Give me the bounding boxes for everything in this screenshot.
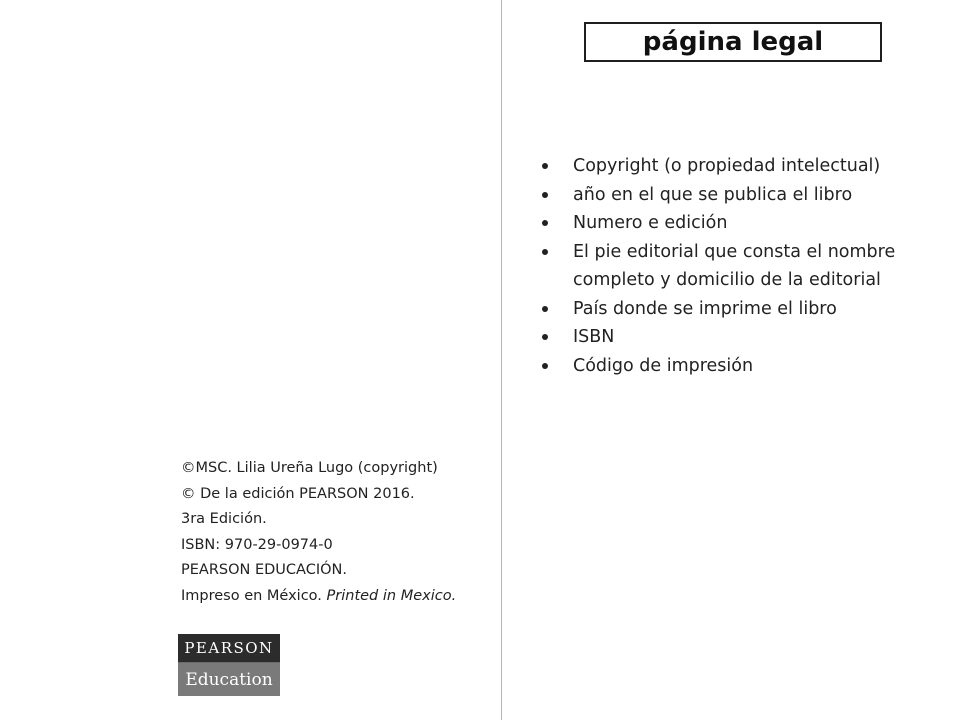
printed-in-line xyxy=(181,584,481,610)
logo-top-text: PEARSON xyxy=(178,634,280,662)
list-item-text: País donde se imprime el libro xyxy=(573,298,837,319)
bullet-icon xyxy=(542,192,548,198)
bullet-icon xyxy=(542,249,548,255)
printed-in-spanish: Impreso en México. xyxy=(181,587,322,604)
copyright-line: ©MSC. Lilia Ureña Lugo (copyright) xyxy=(181,460,438,476)
list-item xyxy=(540,181,940,210)
bullet-icon xyxy=(542,334,548,340)
publisher-line: PEARSON EDUCACIÓN. xyxy=(181,562,347,579)
page-title: página legal xyxy=(642,27,824,57)
list-item xyxy=(540,352,940,381)
list-item-text: Código de impresión xyxy=(573,355,754,376)
list-item-text: ISBN xyxy=(573,327,615,347)
isbn-line: ISBN: 970-29-0974-0 xyxy=(181,536,333,553)
bullet-icon xyxy=(542,363,548,369)
list-item xyxy=(540,238,940,295)
list-item xyxy=(540,152,940,181)
list-item-text: Copyright (o propiedad intelectual) xyxy=(573,156,881,176)
legal-text-block xyxy=(181,456,481,610)
list-item xyxy=(540,295,940,324)
page-divider xyxy=(501,0,502,720)
title-box xyxy=(584,22,882,62)
printed-in-english: Printed in Mexico. xyxy=(326,587,457,604)
list-item xyxy=(540,323,940,352)
edition-copyright-line: © De la edición PEARSON 2016. xyxy=(181,485,415,502)
list-item xyxy=(540,209,940,238)
legal-elements-list xyxy=(540,152,940,380)
list-item-text: El pie editorial que consta el nombre completo y domicilio de la editorial xyxy=(573,241,896,290)
list-item-text: Numero e edición xyxy=(573,213,728,233)
list-item-text: año en el que se publica el libro xyxy=(573,184,853,205)
pearson-education-logo xyxy=(178,634,280,696)
bullet-icon xyxy=(542,220,548,226)
logo-bottom-text: Education xyxy=(178,663,280,696)
bullet-icon xyxy=(542,306,548,312)
bullet-icon xyxy=(542,163,548,169)
edition-line: 3ra Edición. xyxy=(181,511,267,528)
